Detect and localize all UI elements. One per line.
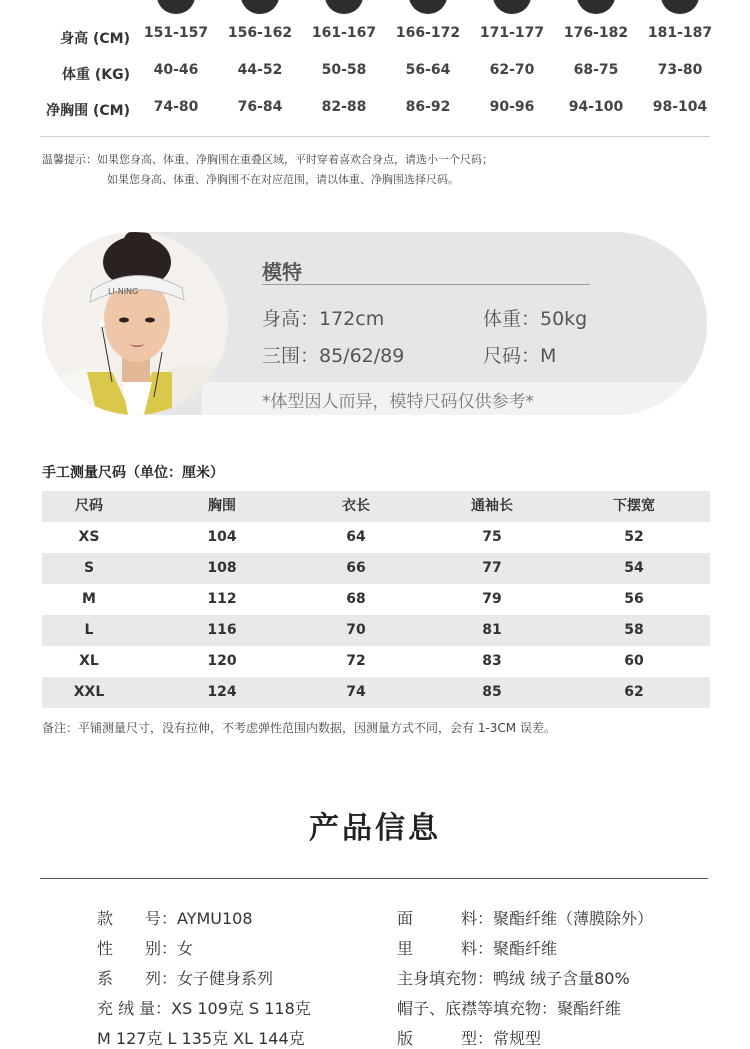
measure-remark: 备注：平铺测量尺寸，没有拉伸，不考虑弹性范围内数据，因测量方式不同，会有 1-3CM 误差。	[42, 721, 556, 735]
product-style-number: 款 号：AYMU108	[97, 909, 253, 928]
table-cell: 58	[624, 622, 644, 638]
table-header: 胸围	[208, 498, 236, 514]
table-row	[42, 615, 710, 646]
table-cell: 75	[482, 529, 502, 545]
table-header: 通袖长	[471, 498, 513, 514]
chest-value: 98-104	[652, 99, 708, 115]
height-value: 171-177	[479, 25, 545, 41]
height-value: 166-172	[395, 25, 461, 41]
chest-value: 94-100	[568, 99, 624, 115]
divider	[40, 878, 708, 879]
model-height: 身高：172cm	[262, 308, 385, 330]
table-cell: 83	[482, 653, 502, 669]
model-title-underline	[262, 284, 590, 285]
table-header: 衣长	[342, 498, 370, 514]
table-cell: 81	[482, 622, 502, 638]
table-row	[42, 522, 710, 553]
table-row	[42, 584, 710, 615]
table-cell: 108	[207, 560, 237, 576]
visor-logo: LI-NING	[108, 287, 139, 296]
weight-row-label: 体重 (KG)	[61, 67, 130, 83]
table-row	[42, 677, 710, 708]
measure-table	[42, 491, 710, 708]
model-title: 模特	[262, 260, 302, 284]
table-cell: 54	[624, 560, 644, 576]
table-header: 下摆宽	[613, 498, 655, 514]
height-value: 161-167	[311, 25, 377, 41]
table-cell: 70	[346, 622, 366, 638]
table-cell: 52	[624, 529, 644, 545]
measure-table-title: 手工测量尺码（单位：厘米）	[42, 465, 224, 481]
height-row-label: 身高 (CM)	[60, 31, 130, 47]
weight-value: 44-52	[237, 62, 283, 78]
weight-value: 68-75	[573, 62, 619, 78]
product-gender: 性 别：女	[97, 939, 194, 958]
size-marker-icon	[157, 0, 195, 14]
chest-value: 76-84	[237, 99, 283, 115]
model-note: *体型因人而异，模特尺码仅供参考*	[262, 392, 534, 412]
table-cell: XXL	[73, 684, 105, 700]
height-value: 176-182	[563, 25, 629, 41]
divider	[40, 136, 710, 137]
model-size: 尺码：M	[483, 345, 557, 367]
table-cell: 72	[346, 653, 366, 669]
weight-value: 62-70	[489, 62, 535, 78]
table-cell: 64	[346, 529, 366, 545]
table-cell: 104	[207, 529, 237, 545]
product-fit: 版 型：常规型	[397, 1029, 542, 1048]
chest-value: 86-92	[405, 99, 451, 115]
table-cell: M	[82, 591, 96, 607]
table-cell: L	[84, 622, 94, 638]
size-marker-icon	[241, 0, 279, 14]
table-cell: 77	[482, 560, 502, 576]
table-cell: 56	[624, 591, 644, 607]
size-marker-icon	[493, 0, 531, 14]
chest-value: 82-88	[321, 99, 367, 115]
weight-value: 56-64	[405, 62, 451, 78]
table-row	[42, 646, 710, 677]
weight-value: 40-46	[153, 62, 199, 78]
product-fill-amount-cont: M 127克 L 135克 XL 144克	[97, 1029, 305, 1048]
weight-value: 50-58	[321, 62, 367, 78]
table-cell: 124	[207, 684, 237, 700]
model-photo	[42, 232, 228, 415]
size-marker-icon	[661, 0, 699, 14]
height-value: 181-187	[647, 25, 713, 41]
weight-value: 73-80	[657, 62, 703, 78]
table-cell: 112	[207, 591, 237, 607]
size-tip-line-2: 如果您身高、体重、净胸围不在对应范围，请以体重、净胸围选择尺码。	[107, 173, 459, 186]
product-info-title: 产品信息	[309, 811, 441, 846]
product-lining: 里 料：聚酯纤维	[397, 939, 558, 958]
table-cell: S	[83, 560, 95, 576]
table-row	[42, 553, 710, 584]
size-marker-icon	[325, 0, 363, 14]
table-cell: 74	[346, 684, 366, 700]
height-value: 156-162	[227, 25, 293, 41]
table-cell: 60	[624, 653, 644, 669]
table-cell: 62	[624, 684, 644, 700]
table-cell: 116	[207, 622, 237, 638]
chest-value: 90-96	[489, 99, 535, 115]
table-cell: XL	[79, 653, 99, 669]
size-marker-icon	[409, 0, 447, 14]
product-series: 系 列：女子健身系列	[97, 969, 274, 988]
product-body-filling: 主身填充物：鸭绒 绒子含量80%	[397, 969, 630, 988]
height-value: 151-157	[143, 25, 209, 41]
table-cell: 68	[346, 591, 366, 607]
model-weight: 体重：50kg	[483, 308, 588, 330]
model-measurements: 三围：85/62/89	[262, 345, 405, 367]
table-header-row	[42, 491, 710, 522]
table-cell: 85	[482, 684, 502, 700]
size-marker-icon	[577, 0, 615, 14]
table-cell: XS	[78, 529, 100, 545]
table-header: 尺码	[75, 498, 103, 514]
table-cell: 79	[482, 591, 502, 607]
table-cell: 120	[207, 653, 237, 669]
product-hood-filling: 帽子、底襟等填充物：聚酯纤维	[397, 999, 622, 1018]
product-fabric: 面 料：聚酯纤维（薄膜除外）	[397, 909, 654, 928]
chest-row-label: 净胸围 (CM)	[46, 103, 130, 119]
chest-value: 74-80	[153, 99, 199, 115]
product-fill-amount: 充 绒 量：XS 109克 S 118克	[97, 999, 311, 1018]
table-cell: 66	[346, 560, 366, 576]
size-tip-line-1: 温馨提示：如果您身高、体重、净胸围在重叠区域，平时穿着喜欢合身点，请选小一个尺码；	[42, 153, 493, 166]
